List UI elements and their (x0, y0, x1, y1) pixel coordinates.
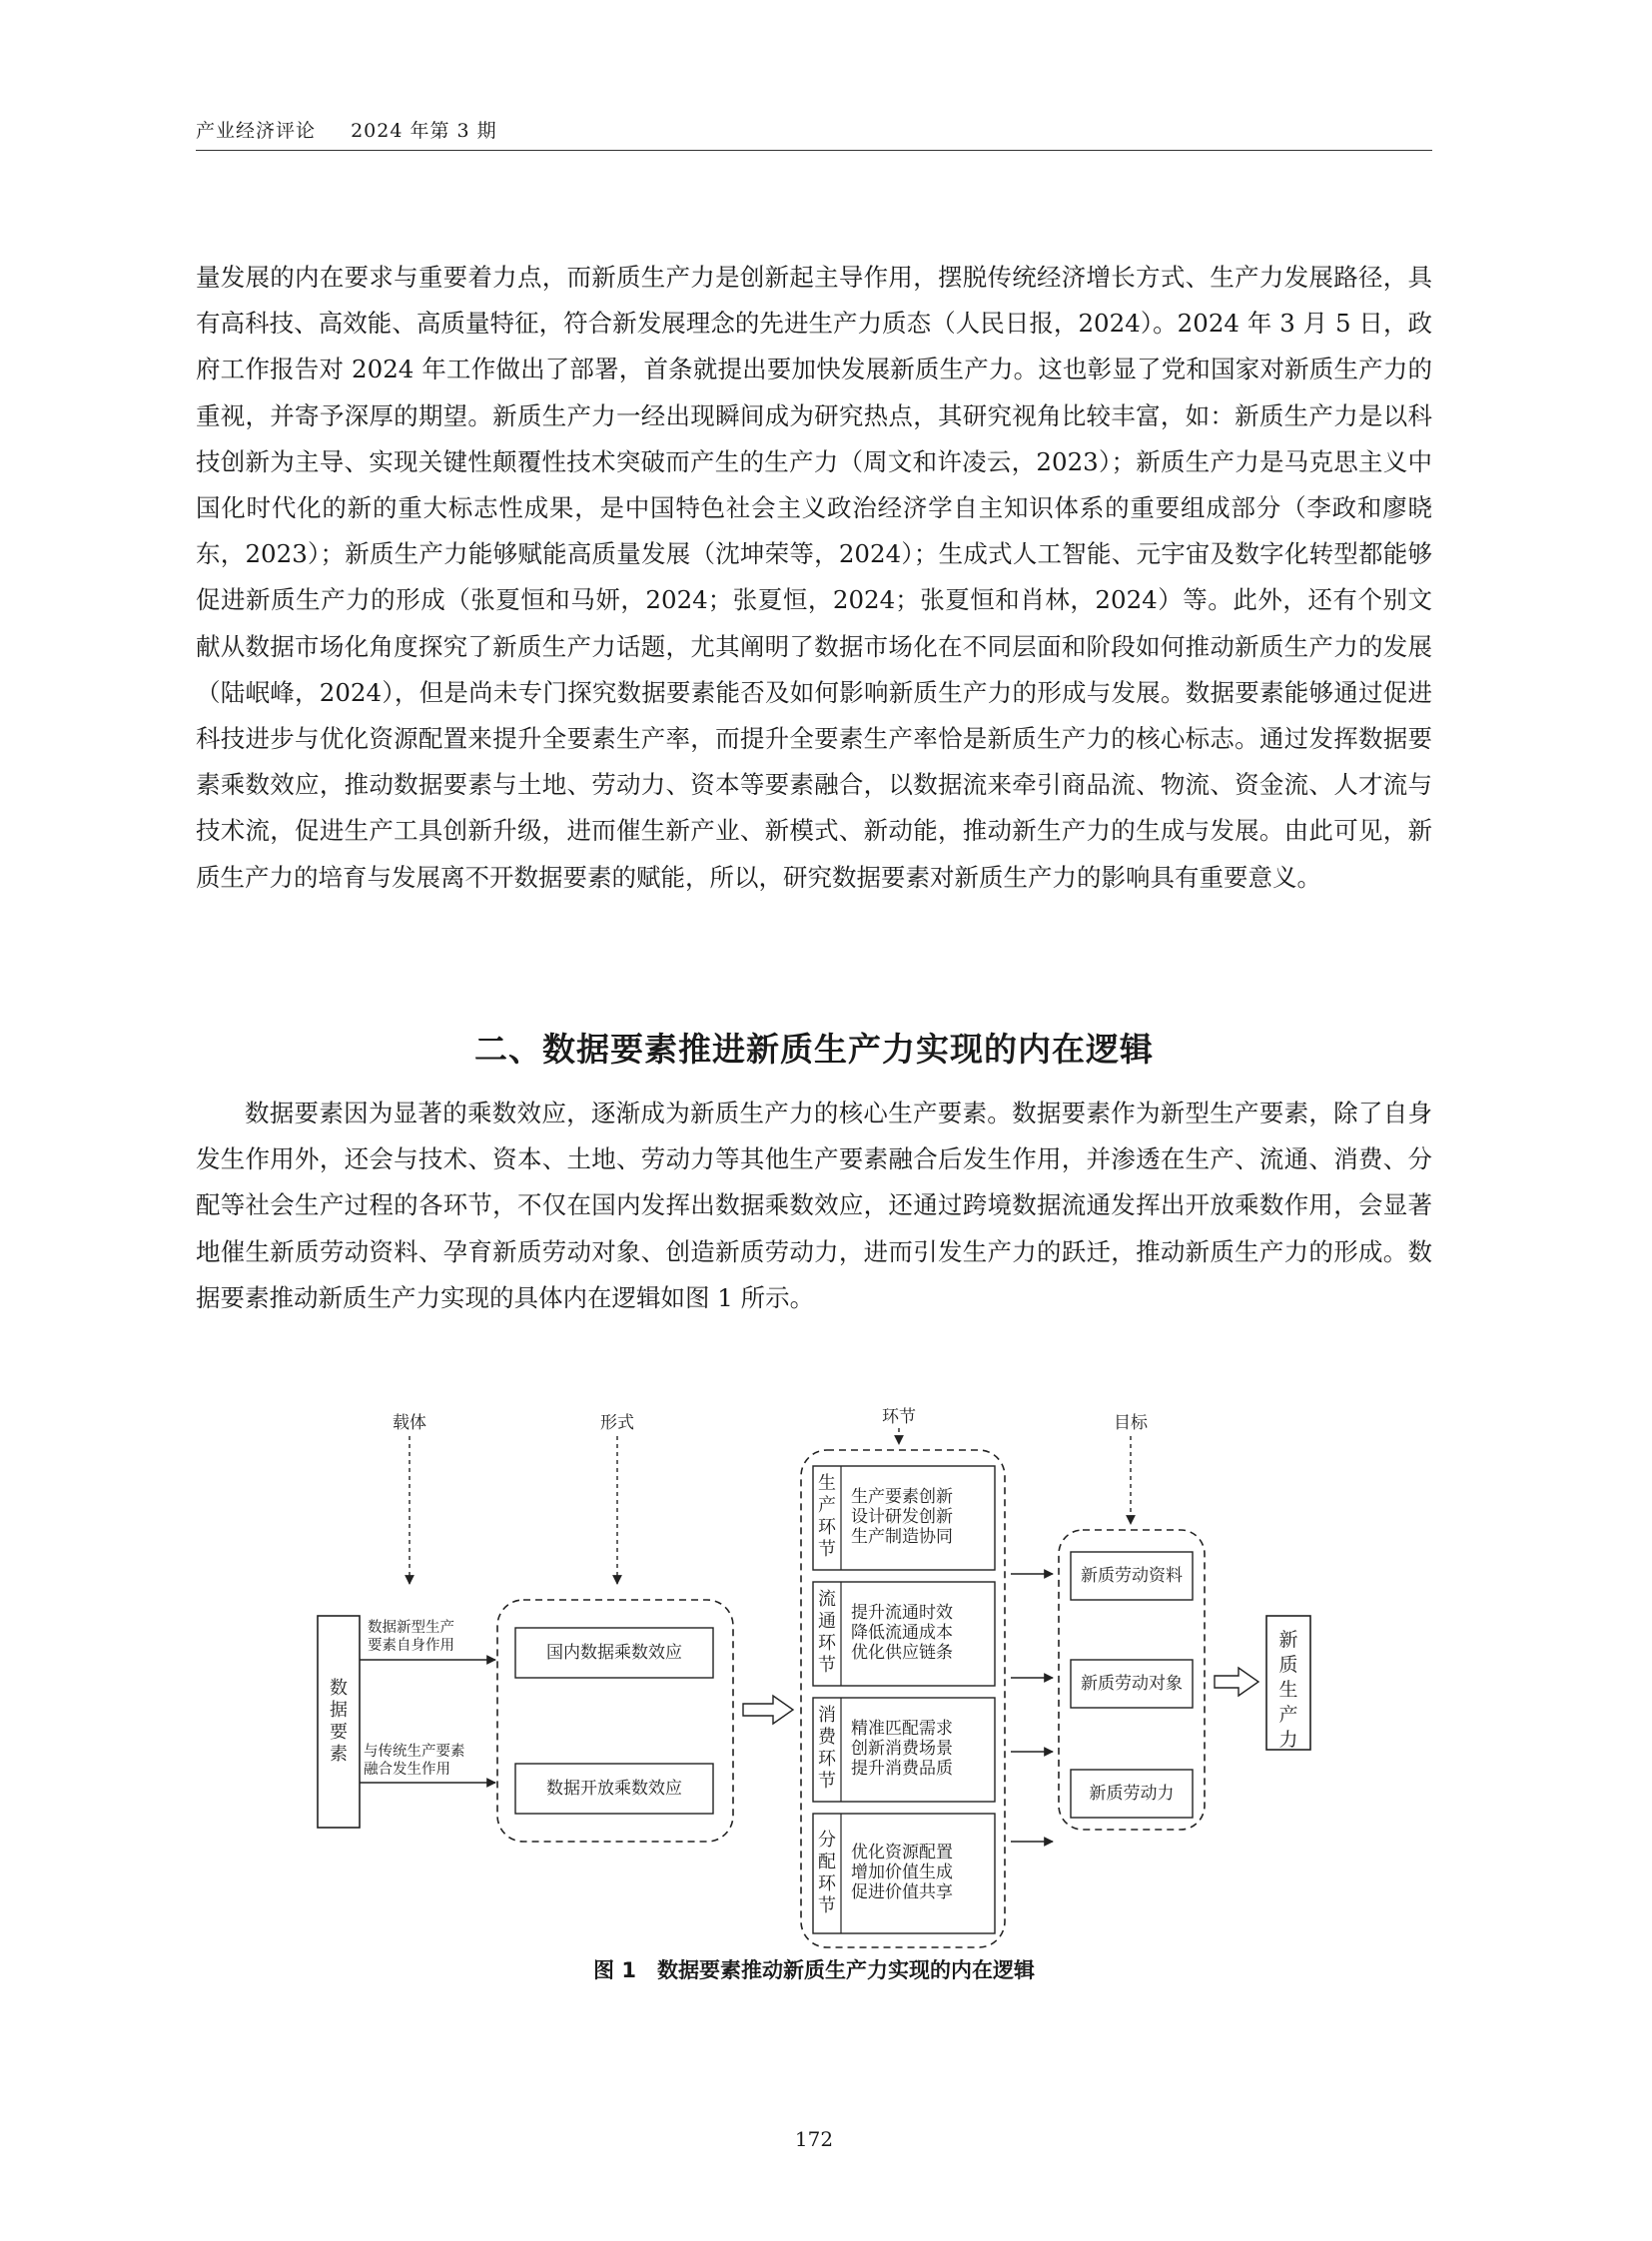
stage-item: 创新消费场景 (851, 1739, 953, 1759)
issue-number: 2024 年第 3 期 (351, 120, 497, 142)
effect-open: 数据开放乘数效应 (546, 1779, 682, 1799)
edge-fusion-label-1: 与传统生产要素 (364, 1744, 465, 1760)
effect-domestic: 国内数据乘数效应 (546, 1643, 682, 1663)
result-label: 新质生产力 (1278, 1629, 1298, 1751)
target-labour-force: 新质劳动力 (1089, 1784, 1175, 1804)
figure-caption: 图 1 数据要素推动新质生产力实现的内在逻辑 (593, 1958, 1035, 1982)
body-paragraph-1: 量发展的内在要求与重要着力点，而新质生产力是创新起主导作用，摆脱传统经济增长方式、生产力发展路径，具有高科技、高效能、高质量特征，符合新发展理念的先进生产力质态（人民日报，2024）。2024 年 3 月 5 日，政府工作报告对 2024 年工作做出了部署，首条就提出要加快发展新质生产力。这也彰显了党和国家对新质生产力的重视，并寄予深厚的期望。新质生产力一经出现瞬间成为研究热点，其研究视角比较丰富，如：新质生产力是以科技创新为主导、实现关键性颠覆性技术突破而产生的生产力（周文和许凌云，2023）；新质生产力是马克思主义中国化时代化的新的重大标志性成果，是中国特色社会主义政治经济学自主知识体系的重要组成部分（李政和廖晓东，2023）；新质生产力能够赋能高质量发展（沈坤荣等，2024）；生成式人工智能、元宇宙及数字化转型都能够促进新质生产力的形成（张夏恒和马妍，2024；张夏恒，2024；张夏恒和肖林，2024）等。此外，还有个别文献从数据市场化角度探究了新质生产力话题，尤其阐明了数据市场化在不同层面和阶段如何推动新质生产力的发展（陆岷峰，2024），但是尚未专门探究数据要素能否及如何影响新质生产力的形成与发展。数据要素能够通过促进科技进步与优化资源配置来提升全要素生产率，而提升全要素生产率恰是新质生产力的核心标志。通过发挥数据要素乘数效应，推动数据要素与土地、劳动力、资本等要素融合，以数据流来牵引商品流、物流、资金流、人才流与技术流，促进生产工具创新升级，进而催生新产业、新模式、新动能，推动新生产力的生成与发展。由此可见，新质生产力的培育与发展离不开数据要素的赋能，所以，研究数据要素对新质生产力的影响具有重要意义。 (196, 263, 1432, 892)
running-header (196, 116, 1432, 151)
page-number: 172 (794, 2127, 834, 2151)
stage-item: 生产制造协同 (851, 1527, 953, 1547)
logic-diagram (300, 1398, 1338, 1957)
label-carrier: 载体 (393, 1413, 426, 1433)
body-paragraph-2: 数据要素因为显著的乘数效应，逐渐成为新质生产力的核心生产要素。数据要素作为新型生产要素，除了自身发生作用外，还会与技术、资本、土地、劳动力等其他生产要素融合后发生作用，并渗透在生产、流通、消费、分配等社会生产过程的各环节，不仅在国内发挥出数据乘数效应，还通过跨境数据流通发挥出开放乘数作用，会显著地催生新质劳动资料、孕育新质劳动对象、创造新质劳动力，进而引发生产力的跃迁，推动新质生产力的形成。数据要素推动新质生产力实现的具体内在逻辑如图 1 所示。 (196, 1099, 1432, 1312)
label-link: 环节 (882, 1407, 916, 1427)
target-labour-objects: 新质劳动对象 (1081, 1674, 1183, 1694)
stage-name-circulation: 流通环节 (818, 1589, 836, 1676)
section-title: 二、数据要素推进新质生产力实现的内在逻辑 (474, 1030, 1154, 1069)
stage-item: 优化资源配置 (851, 1843, 953, 1863)
stage-name-distribution: 分配环节 (818, 1830, 836, 1916)
edge-self-label-2: 要素自身作用 (368, 1638, 454, 1654)
stage-item: 提升流通时效 (851, 1603, 953, 1623)
stage-item: 设计研发创新 (851, 1507, 953, 1527)
stage-item: 精准匹配需求 (851, 1719, 953, 1739)
label-form: 形式 (600, 1413, 634, 1433)
data-element-label: 数据要素 (330, 1678, 348, 1765)
stage-item: 降低流通成本 (851, 1623, 953, 1643)
stage-name-consumption: 消费环节 (818, 1705, 836, 1792)
edge-fusion-label-2: 融合发生作用 (364, 1762, 450, 1778)
stage-item: 优化供应链条 (851, 1643, 953, 1663)
target-labour-materials: 新质劳动资料 (1081, 1566, 1183, 1586)
stage-item: 生产要素创新 (851, 1487, 953, 1507)
journal-name: 产业经济评论 (196, 120, 317, 142)
stage-item: 促进价值共享 (851, 1882, 953, 1902)
label-goal: 目标 (1114, 1413, 1148, 1433)
double-arrow-2 (1215, 1668, 1258, 1696)
edge-self-label-1: 数据新型生产 (368, 1620, 454, 1636)
stage-item: 增加价值生成 (851, 1863, 953, 1882)
double-arrow-1 (743, 1696, 793, 1724)
stage-name-production: 生产环节 (818, 1473, 836, 1560)
stage-item: 提升消费品质 (851, 1759, 953, 1779)
